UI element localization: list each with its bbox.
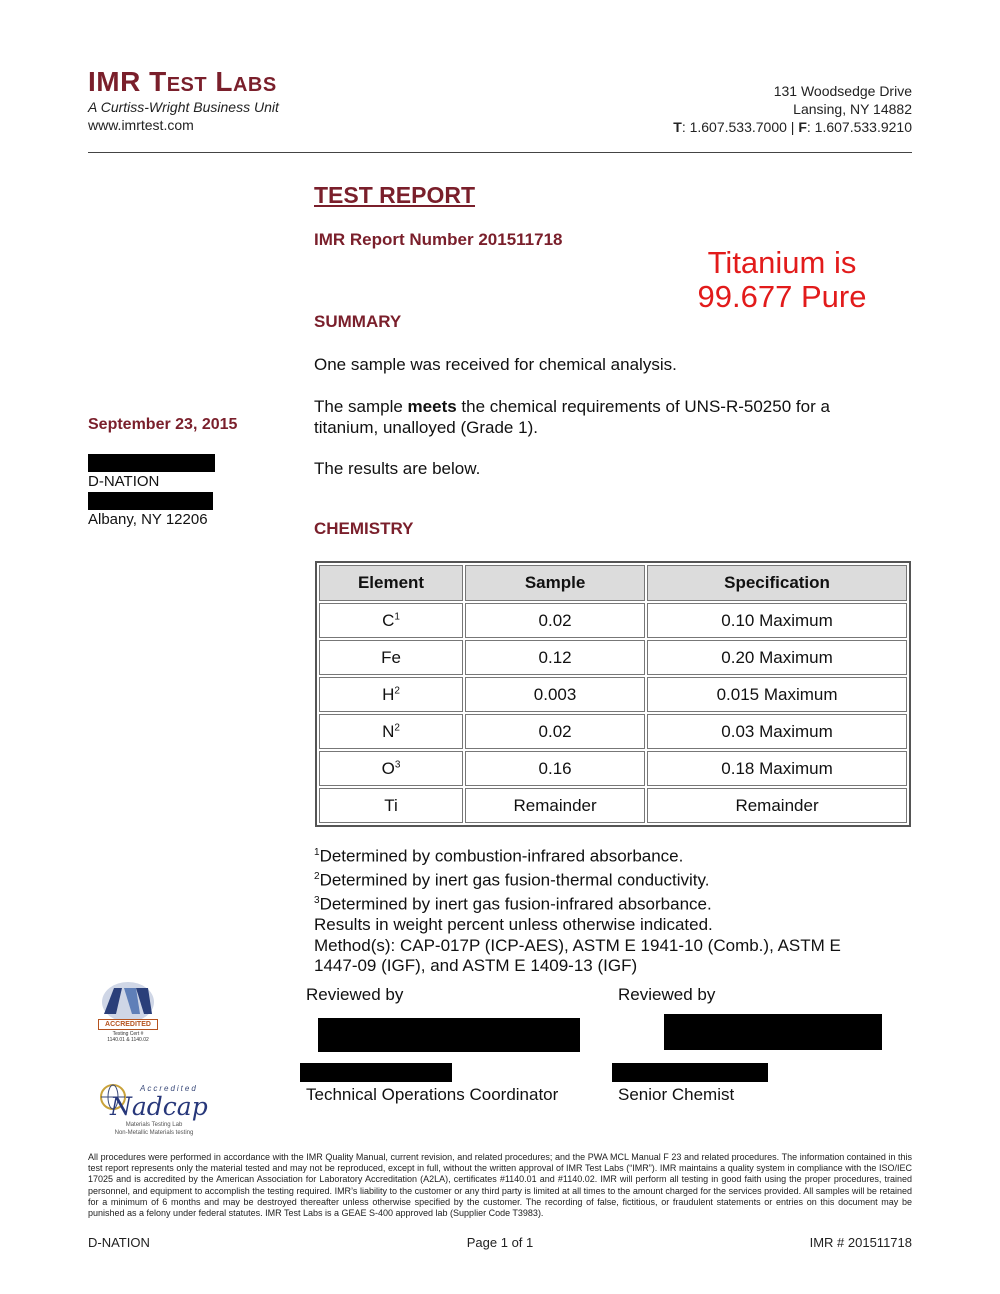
nadcap-accredited-text: Accredited xyxy=(140,1084,198,1093)
phone-label: T xyxy=(673,119,682,135)
accredited-badge: ACCREDITED xyxy=(98,1019,158,1030)
note-3 xyxy=(314,891,914,915)
name-redaction xyxy=(612,1063,768,1082)
table-row xyxy=(319,603,907,638)
cell-element xyxy=(319,788,463,823)
table-row xyxy=(319,640,907,675)
phone-number: : 1.607.533.7000 | xyxy=(681,119,799,135)
callout-line-1: Titanium is xyxy=(707,245,857,280)
summary-p2-start: The sample xyxy=(314,397,408,416)
a2la-cert-label: Testing Cert # xyxy=(112,1031,144,1037)
cell-specification: 0.20 Maximum xyxy=(647,640,907,675)
page-number: Page 1 of 1 xyxy=(466,1235,534,1250)
redaction-bar xyxy=(88,492,213,510)
summary-paragraph-2 xyxy=(314,396,914,438)
chemistry-heading: CHEMISTRY xyxy=(314,519,414,538)
note-marker: 3 xyxy=(314,895,320,907)
customer-name: D-NATION xyxy=(88,473,160,490)
element-symbol: Ti xyxy=(384,795,398,815)
signature-redaction xyxy=(664,1014,882,1050)
note-methods-cont: 1447-09 (IGF), and ASTM E 1409-13 (IGF) xyxy=(314,956,638,976)
footnote-marker: 1 xyxy=(394,610,400,622)
table-header-row xyxy=(319,565,907,601)
signature-redaction xyxy=(318,1018,580,1052)
footnote-marker: 2 xyxy=(394,684,400,696)
footer-report-id: IMR # 201511718 xyxy=(809,1235,912,1250)
cell-specification: Remainder xyxy=(647,788,907,823)
note-text: Determined by inert gas fusion-infrared absorbance. xyxy=(319,894,712,914)
report-date: September 23, 2015 xyxy=(88,416,238,433)
analysis-notes xyxy=(314,843,914,977)
report-number: IMR Report Number 201511718 xyxy=(314,230,563,249)
element-symbol: O xyxy=(381,758,395,778)
nadcap-logo xyxy=(98,1082,210,1142)
nadcap-sub-1: Materials Testing Lab xyxy=(125,1122,183,1128)
cell-sample: Remainder xyxy=(465,788,645,823)
cell-element xyxy=(319,714,463,749)
note-units: Results in weight percent unless otherwise indicated. xyxy=(314,915,713,935)
cell-specification: 0.03 Maximum xyxy=(647,714,907,749)
table-row xyxy=(319,714,907,749)
redaction-bar xyxy=(88,454,215,472)
footnote-marker: 3 xyxy=(394,758,401,770)
cell-specification: 0.015 Maximum xyxy=(647,677,907,712)
fax-number: : 1.607.533.9210 xyxy=(806,119,912,135)
company-tagline: A Curtiss-Wright Business Unit xyxy=(88,99,279,115)
reviewer-1-label: Reviewed by xyxy=(306,985,404,1004)
a2la-accredited-logo xyxy=(96,980,160,1046)
note-text: Determined by inert gas fusion-thermal conductivity. xyxy=(319,870,710,890)
cell-element xyxy=(319,751,463,786)
a2la-emblem-icon xyxy=(96,980,160,1024)
reviewer-1-title: Technical Operations Coordinator xyxy=(306,1085,559,1104)
company-logo-text: IMR Test Labs xyxy=(88,66,277,97)
summary-paragraph-3: The results are below. xyxy=(314,459,481,478)
summary-heading: SUMMARY xyxy=(314,312,402,331)
cell-sample: 0.16 xyxy=(465,751,645,786)
contact-phone-fax xyxy=(673,119,912,135)
element-symbol: N xyxy=(382,721,395,741)
callout-line-2: 99.677 Pure xyxy=(697,279,867,314)
element-symbol: C xyxy=(382,610,395,630)
cell-sample: 0.12 xyxy=(465,640,645,675)
column-header-element: Element xyxy=(319,565,463,601)
cell-specification: 0.18 Maximum xyxy=(647,751,907,786)
column-header-sample: Sample xyxy=(465,565,645,601)
note-text: Determined by combustion-infrared absorbance. xyxy=(319,846,684,866)
nadcap-wordmark: Nadcap xyxy=(110,1092,208,1121)
footer-customer: D-NATION xyxy=(88,1235,150,1250)
note-marker: 1 xyxy=(314,847,320,858)
cell-element xyxy=(319,677,463,712)
cell-specification: 0.10 Maximum xyxy=(647,603,907,638)
summary-p2-line2: titanium, unalloyed (Grade 1). xyxy=(314,418,538,437)
customer-city: Albany, NY 12206 xyxy=(88,511,208,528)
purity-callout xyxy=(692,246,872,314)
fax-label: F xyxy=(798,119,807,135)
cell-sample: 0.02 xyxy=(465,714,645,749)
footnote-marker: 2 xyxy=(394,721,400,733)
summary-p2-end: the chemical requirements of UNS-R-50250 for a xyxy=(456,397,830,416)
note-2 xyxy=(314,867,914,891)
address-line-1: 131 Woodsedge Drive xyxy=(773,83,912,99)
element-symbol: H xyxy=(382,684,395,704)
header-divider xyxy=(88,152,912,153)
note-methods: Method(s): CAP-017P (ICP-AES), ASTM E 1941-10 (Comb.), ASTM E xyxy=(314,935,841,955)
table-row xyxy=(319,677,907,712)
cell-element xyxy=(319,640,463,675)
address-line-2: Lansing, NY 14882 xyxy=(793,101,912,117)
cell-sample: 0.02 xyxy=(465,603,645,638)
note-marker: 2 xyxy=(314,871,320,883)
company-website: www.imrtest.com xyxy=(88,117,194,133)
column-header-specification: Specification xyxy=(647,565,907,601)
reviewer-2-title: Senior Chemist xyxy=(618,1085,735,1104)
nadcap-sub-2: Non-Metallic Materials testing xyxy=(114,1130,194,1136)
note-1 xyxy=(314,843,914,867)
summary-meets: meets xyxy=(407,397,457,416)
name-redaction xyxy=(300,1063,452,1082)
table-row xyxy=(319,788,907,823)
a2la-cert-numbers: 1140.01 & 1140.02 xyxy=(107,1037,149,1043)
cell-element xyxy=(319,603,463,638)
table-row xyxy=(319,751,907,786)
cell-sample: 0.003 xyxy=(465,677,645,712)
legal-disclaimer: All procedures were performed in accordance with the IMR Quality Manual, current revision, and related procedures; and the PWA MCL Manual F 23 and related procedures. The information contained in this test report represents only the material tested and may not be reproduced, except in full, without the written approval of IMR Test Labs (“IMR”). IMR maintains a quality system in compliance with the ISO/IEC 17025 and is accredited by the American Association for Laboratory Accreditation (A2LA), certificates #1140.01 and #1140.02. IMR will perform all testing in good faith using the proper procedures, trained personnel, and equipment to accomplish the testing required. IMR’s liability to the customer or any third party is limited at all times to the amount charged for the services provided. All samples will be retained for a minimum of 6 months and may be destroyed thereafter unless otherwise specified by the customer. The recording of false, fictitious, or fraudulent statements or entries on this document may be punished as a felony under federal statutes. IMR Test Labs is a GEAE S-400 approved lab (Supplier Code T3983). xyxy=(88,1152,912,1219)
report-title: TEST REPORT xyxy=(314,182,476,208)
chemistry-table xyxy=(315,561,911,827)
reviewer-2-label: Reviewed by xyxy=(618,985,716,1004)
summary-paragraph-1: One sample was received for chemical analysis. xyxy=(314,355,677,374)
element-symbol: Fe xyxy=(381,647,401,667)
